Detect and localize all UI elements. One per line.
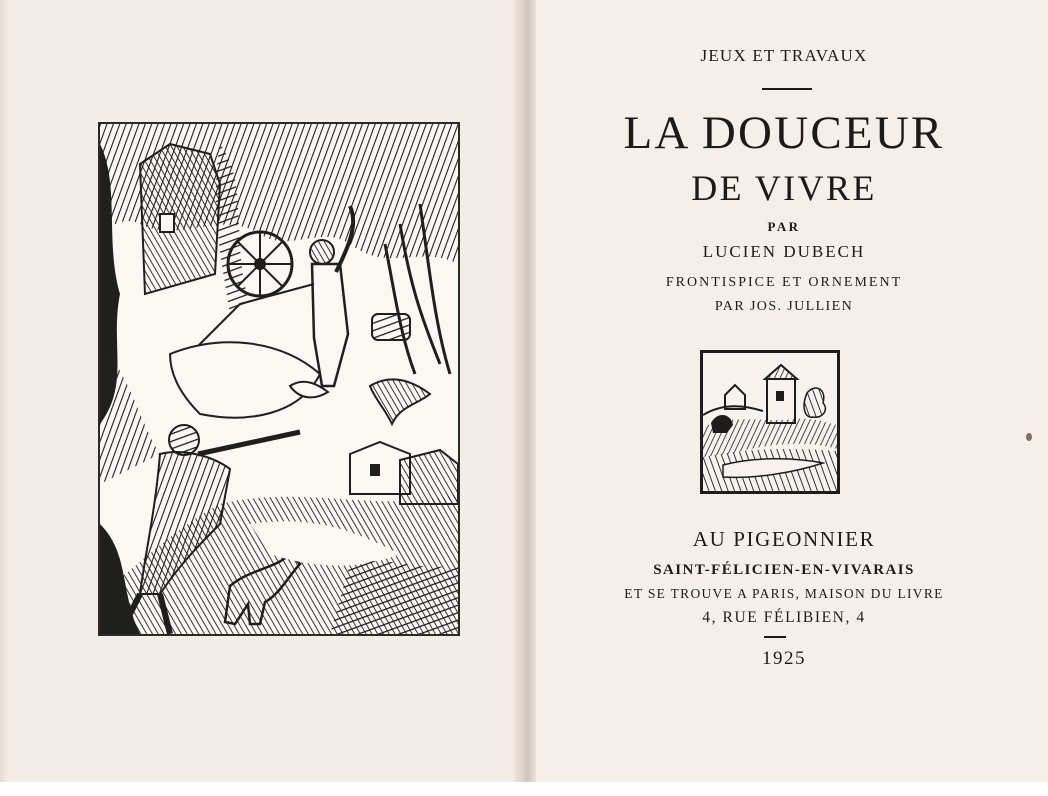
book-title-line-1: LA DOUCEUR xyxy=(623,107,945,159)
series-title: JEUX ET TRAVAUX xyxy=(700,46,868,65)
publisher-place: SAINT-FÉLICIEN-EN-VIVARAIS xyxy=(653,562,915,578)
publisher-address: 4, RUE FÉLIBIEN, 4 xyxy=(702,609,866,626)
paper-speck xyxy=(1026,433,1032,441)
ornament-vignette xyxy=(700,350,840,494)
publisher-name: AU PIGEONNIER xyxy=(692,527,876,551)
illustration-credit: FRONTISPICE ET ORNEMENT xyxy=(665,275,903,290)
illustrator-name: PAR JOS. JULLIEN xyxy=(714,299,854,314)
book-gutter xyxy=(514,0,538,796)
divider-rule xyxy=(762,88,812,90)
divider-rule-short xyxy=(764,636,786,638)
distribution-note: ET SE TROUVE A PARIS, MAISON DU LIVRE xyxy=(624,586,944,601)
page-edge xyxy=(0,0,8,796)
scan-margin xyxy=(0,782,1048,796)
left-page xyxy=(0,0,521,796)
book-title-line-2: DE VIVRE xyxy=(691,168,877,208)
author-name: LUCIEN DUBECH xyxy=(702,242,866,261)
frontispiece-woodcut xyxy=(98,122,460,636)
publication-year: 1925 xyxy=(762,648,806,669)
by-label: PAR xyxy=(767,219,801,234)
